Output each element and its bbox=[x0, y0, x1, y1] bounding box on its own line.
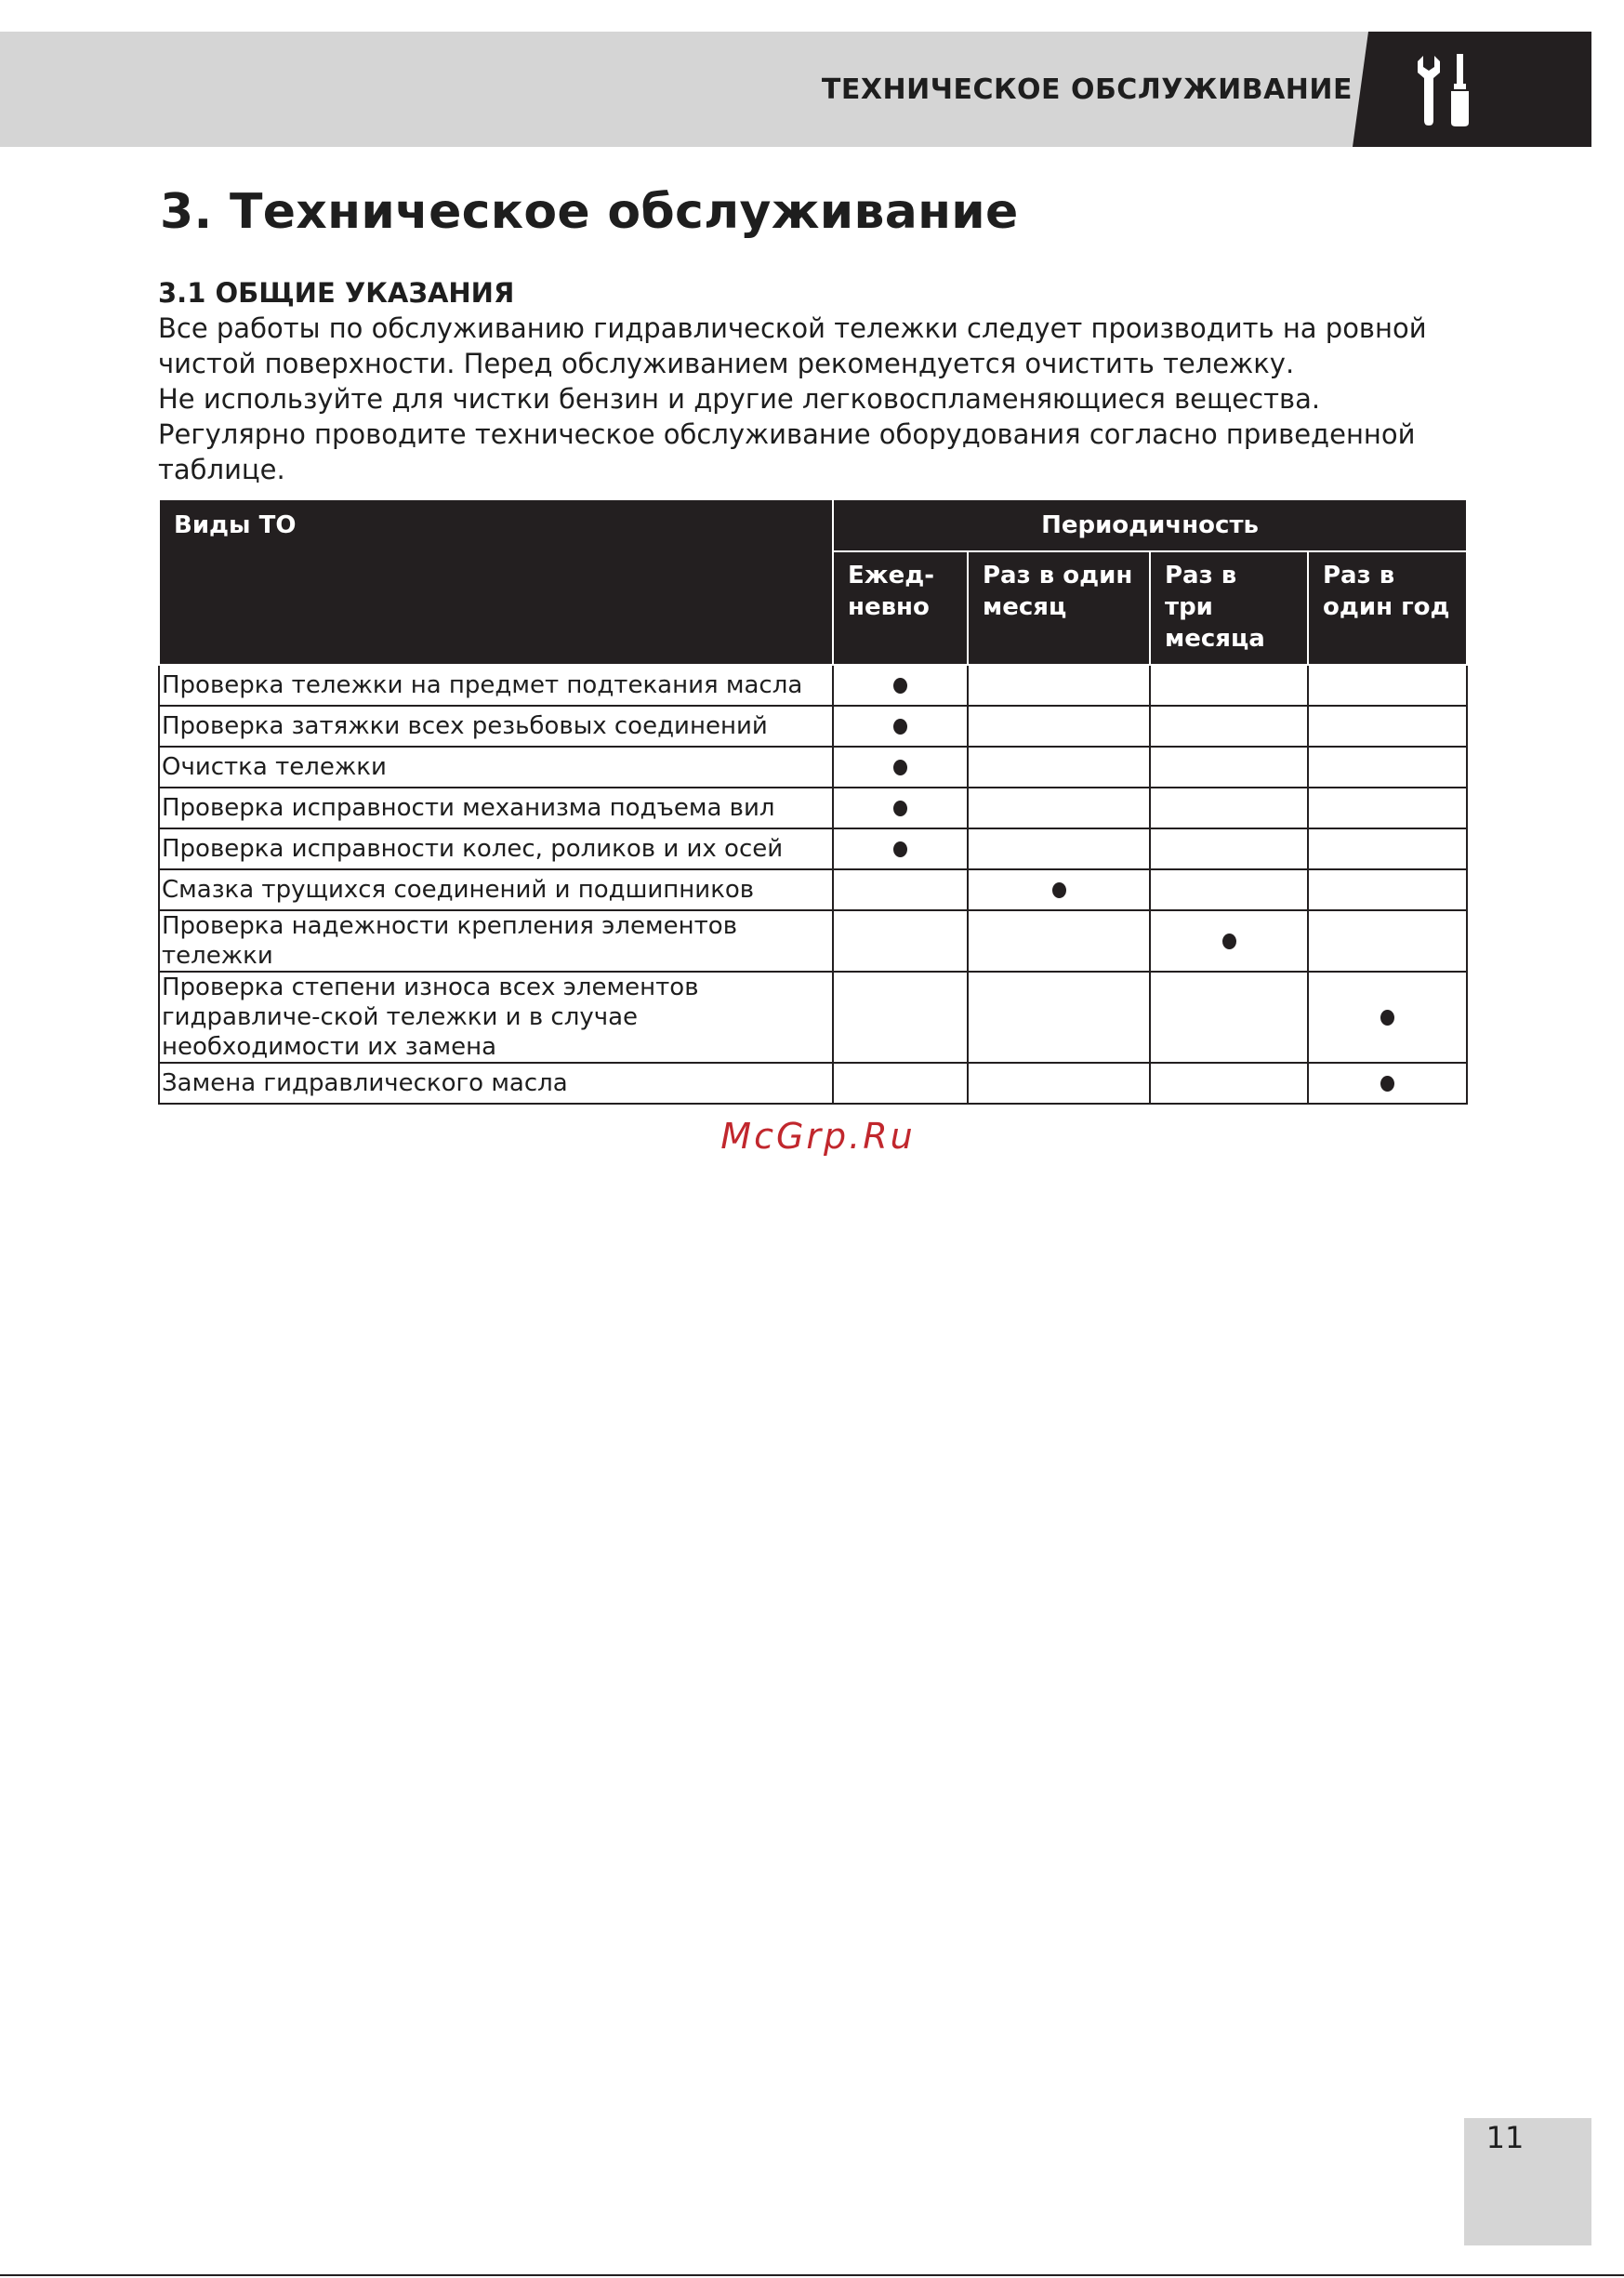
period-cell bbox=[1308, 665, 1467, 706]
bullet-mark-icon bbox=[893, 841, 907, 857]
table-row bbox=[159, 706, 1467, 747]
period-cell bbox=[968, 747, 1150, 788]
col-header-period-2: Раз в три месяца bbox=[1150, 551, 1308, 665]
period-cell bbox=[833, 788, 968, 828]
period-cell bbox=[1150, 665, 1308, 706]
table-row bbox=[159, 972, 1467, 1063]
bullet-mark-icon bbox=[1380, 1076, 1394, 1092]
period-cell bbox=[968, 1063, 1150, 1104]
col-header-period: Периодичность bbox=[833, 499, 1467, 551]
table-row bbox=[159, 869, 1467, 910]
table-row bbox=[159, 747, 1467, 788]
period-cell bbox=[833, 747, 968, 788]
col-header-type: Виды ТО bbox=[159, 499, 833, 665]
period-cell bbox=[833, 869, 968, 910]
section-title: 3.1 ОБЩИЕ УКАЗАНИЯ bbox=[158, 277, 515, 309]
period-cell bbox=[1150, 869, 1308, 910]
maintenance-item-name: Смазка трущихся соединений и подшипников bbox=[159, 869, 833, 910]
table-row bbox=[159, 910, 1467, 972]
period-cell bbox=[833, 972, 968, 1063]
period-cell bbox=[1308, 788, 1467, 828]
period-cell bbox=[1308, 910, 1467, 972]
bullet-mark-icon bbox=[1222, 934, 1236, 949]
period-cell bbox=[1150, 1063, 1308, 1104]
period-cell bbox=[1150, 828, 1308, 869]
period-cell bbox=[968, 706, 1150, 747]
col-header-period-3: Раз в один год bbox=[1308, 551, 1467, 665]
maintenance-item-name: Проверка тележки на предмет подтекания масла bbox=[159, 665, 833, 706]
period-cell bbox=[968, 972, 1150, 1063]
period-cell bbox=[1150, 910, 1308, 972]
period-cell bbox=[1150, 706, 1308, 747]
header-section-label: ТЕХНИЧЕСКОЕ ОБСЛУЖИВАНИЕ bbox=[821, 73, 1353, 106]
bullet-mark-icon bbox=[893, 801, 907, 816]
intro-paragraph: Все работы по обслуживанию гидравлической тележки следует производить на ровной чистой поверхности. Перед обслуживанием рекомендуется очистить тележку. bbox=[158, 312, 1427, 379]
bullet-mark-icon bbox=[893, 760, 907, 775]
period-cell bbox=[1308, 1063, 1467, 1104]
watermark: McGrp.Ru bbox=[720, 1116, 916, 1157]
page-number: 11 bbox=[1485, 2120, 1525, 2155]
period-cell bbox=[1308, 869, 1467, 910]
period-cell bbox=[1308, 828, 1467, 869]
maintenance-item-name: Проверка исправности колес, роликов и их осей bbox=[159, 828, 833, 869]
maintenance-item-name: Проверка надежности крепления элементов тележки bbox=[159, 910, 833, 972]
period-cell bbox=[1308, 972, 1467, 1063]
maintenance-table bbox=[158, 498, 1468, 1105]
period-cell bbox=[968, 665, 1150, 706]
period-cell bbox=[968, 910, 1150, 972]
period-cell bbox=[833, 706, 968, 747]
wrench-screwdriver-icon bbox=[1418, 54, 1483, 126]
period-cell bbox=[968, 869, 1150, 910]
bullet-mark-icon bbox=[1052, 882, 1066, 898]
col-header-period-1: Раз в один месяц bbox=[968, 551, 1150, 665]
maintenance-item-name: Проверка исправности механизма подъема вил bbox=[159, 788, 833, 828]
period-cell bbox=[1308, 747, 1467, 788]
col-header-period-0: Ежед- невно bbox=[833, 551, 968, 665]
table-row bbox=[159, 665, 1467, 706]
maintenance-item-name: Замена гидравлического масла bbox=[159, 1063, 833, 1104]
bullet-mark-icon bbox=[893, 719, 907, 735]
table-row bbox=[159, 1063, 1467, 1104]
period-cell bbox=[833, 665, 968, 706]
bottom-rule bbox=[0, 2274, 1624, 2276]
intro-paragraph: Регулярно проводите техническое обслуживание оборудования согласно приведенной таблице. bbox=[158, 418, 1416, 485]
period-cell bbox=[833, 828, 968, 869]
period-cell bbox=[833, 1063, 968, 1104]
maintenance-item-name: Проверка степени износа всех элементов гидравличе-ской тележки и в случае необходимости их замена bbox=[159, 972, 833, 1063]
intro-paragraph: Не используйте для чистки бензин и другие легковоспламеняющиеся вещества. bbox=[158, 383, 1321, 415]
bullet-mark-icon bbox=[1380, 1010, 1394, 1026]
period-cell bbox=[1150, 972, 1308, 1063]
period-cell bbox=[968, 828, 1150, 869]
period-cell bbox=[833, 910, 968, 972]
period-cell bbox=[1150, 747, 1308, 788]
period-cell bbox=[1150, 788, 1308, 828]
page-title: 3. Техническое обслуживание bbox=[160, 184, 1019, 240]
header-band bbox=[0, 32, 1591, 147]
table-row bbox=[159, 828, 1467, 869]
bullet-mark-icon bbox=[893, 678, 907, 694]
maintenance-item-name: Очистка тележки bbox=[159, 747, 833, 788]
table-row bbox=[159, 788, 1467, 828]
period-cell bbox=[968, 788, 1150, 828]
maintenance-item-name: Проверка затяжки всех резьбовых соединений bbox=[159, 706, 833, 747]
period-cell bbox=[1308, 706, 1467, 747]
intro-text bbox=[158, 311, 1478, 487]
